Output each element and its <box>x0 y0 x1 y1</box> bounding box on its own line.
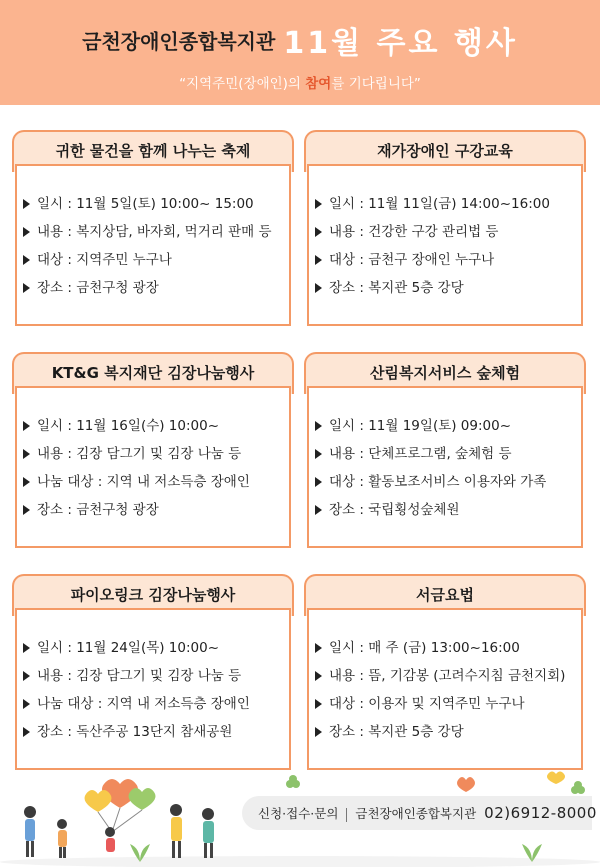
bullet-triangle-icon <box>315 643 322 653</box>
event-title: 서금요법 <box>416 586 474 604</box>
bullet-triangle-icon <box>315 671 322 681</box>
event-card-2 <box>304 130 586 328</box>
bullet-triangle-icon <box>23 643 30 653</box>
contact-phone: 02)6912-8000 <box>484 804 597 822</box>
event-card-5 <box>12 574 294 772</box>
bullet-triangle-icon <box>23 421 30 431</box>
event-detail-date: 일시 : 11월 16일(수) 10:00~ <box>21 412 250 440</box>
bullet-triangle-icon <box>23 227 30 237</box>
event-detail-target: 대상 : 금천구 장애인 누구나 <box>313 246 550 274</box>
bullet-triangle-icon <box>23 255 30 265</box>
event-details <box>313 412 546 524</box>
event-details <box>313 634 565 746</box>
footer <box>0 770 600 867</box>
bullet-triangle-icon <box>23 671 30 681</box>
contact-label: 신청·접수·문의 <box>258 806 339 821</box>
event-detail-date: 일시 : 11월 11일(금) 14:00~16:00 <box>313 190 550 218</box>
divider <box>346 808 347 822</box>
event-detail-content: 내용 : 건강한 구강 관리법 등 <box>313 218 550 246</box>
bullet-triangle-icon <box>315 227 322 237</box>
bullet-triangle-icon <box>23 699 30 709</box>
event-title: 파이오링크 김장나눔행사 <box>70 586 236 604</box>
bullet-triangle-icon <box>315 727 322 737</box>
bullet-triangle-icon <box>23 477 30 487</box>
event-title: 귀한 물건을 함께 나누는 축제 <box>55 142 251 160</box>
bullet-triangle-icon <box>23 727 30 737</box>
event-details <box>21 412 250 524</box>
event-card-body <box>307 608 583 770</box>
bullet-triangle-icon <box>23 449 30 459</box>
event-detail-target: 대상 : 지역주민 누구나 <box>21 246 272 274</box>
event-detail-place: 장소 : 금천구청 광장 <box>21 496 250 524</box>
event-card-4 <box>304 352 586 550</box>
event-detail-place: 장소 : 독산주공 13단지 참새공원 <box>21 718 250 746</box>
event-card-1 <box>12 130 294 328</box>
event-detail-place: 장소 : 복지관 5층 강당 <box>313 718 565 746</box>
bullet-triangle-icon <box>315 505 322 515</box>
header-banner <box>0 0 600 105</box>
event-detail-target: 나눔 대상 : 지역 내 저소득층 장애인 <box>21 468 250 496</box>
event-details <box>21 634 250 746</box>
bullet-triangle-icon <box>315 477 322 487</box>
bullet-triangle-icon <box>315 449 322 459</box>
event-detail-date: 일시 : 11월 5일(토) 10:00~ 15:00 <box>21 190 272 218</box>
event-card-3 <box>12 352 294 550</box>
event-detail-date: 일시 : 11월 19일(토) 09:00~ <box>313 412 546 440</box>
event-detail-place: 장소 : 복지관 5층 강당 <box>313 274 550 302</box>
title-event: 11월 주요 행사 <box>283 26 518 61</box>
contact-info <box>242 796 597 830</box>
event-detail-content: 내용 : 김장 담그기 및 김장 나눔 등 <box>21 662 250 690</box>
event-detail-place: 장소 : 국립횡성숲체원 <box>313 496 546 524</box>
event-detail-content: 내용 : 김장 담그기 및 김장 나눔 등 <box>21 440 250 468</box>
subtitle-post: 를 기다립니다” <box>331 76 421 92</box>
event-detail-target: 대상 : 이용자 및 지역주민 누구나 <box>313 690 565 718</box>
event-title: 재가장애인 구강교육 <box>377 142 513 160</box>
event-details <box>313 190 550 302</box>
page-title <box>0 18 600 62</box>
event-detail-date: 일시 : 11월 24일(목) 10:00~ <box>21 634 250 662</box>
event-detail-content: 내용 : 복지상담, 바자회, 먹거리 판매 등 <box>21 218 272 246</box>
event-card-body <box>307 386 583 548</box>
event-detail-place: 장소 : 금천구청 광장 <box>21 274 272 302</box>
event-title: KT&G 복지재단 김장나눔행사 <box>51 364 255 382</box>
contact-org: 금천장애인종합복지관 <box>355 806 477 821</box>
bullet-triangle-icon <box>315 421 322 431</box>
bullet-triangle-icon <box>315 199 322 209</box>
subtitle-highlight: 참여 <box>305 76 332 92</box>
title-org: 금천장애인종합복지관 <box>82 29 276 54</box>
event-detail-date: 일시 : 매 주 (금) 13:00~16:00 <box>313 634 565 662</box>
event-title: 산림복지서비스 숲체험 <box>369 364 521 382</box>
event-details <box>21 190 272 302</box>
subtitle-pre: “지역주민(장애인)의 <box>179 76 306 92</box>
event-card-body <box>307 164 583 326</box>
event-card-body <box>15 386 291 548</box>
bullet-triangle-icon <box>315 699 322 709</box>
event-card-6 <box>304 574 586 772</box>
bullet-triangle-icon <box>315 255 322 265</box>
event-detail-target: 대상 : 활동보조서비스 이용자와 가족 <box>313 468 546 496</box>
event-detail-content: 내용 : 단체프로그램, 숲체험 등 <box>313 440 546 468</box>
event-detail-content: 내용 : 뜸, 기감봉 (고려수지침 금천지회) <box>313 662 565 690</box>
event-card-body <box>15 608 291 770</box>
bullet-triangle-icon <box>23 283 30 293</box>
page-subtitle <box>0 72 600 92</box>
event-detail-target: 나눔 대상 : 지역 내 저소득층 장애인 <box>21 690 250 718</box>
bullet-triangle-icon <box>315 283 322 293</box>
event-card-body <box>15 164 291 326</box>
bullet-triangle-icon <box>23 505 30 515</box>
bullet-triangle-icon <box>23 199 30 209</box>
